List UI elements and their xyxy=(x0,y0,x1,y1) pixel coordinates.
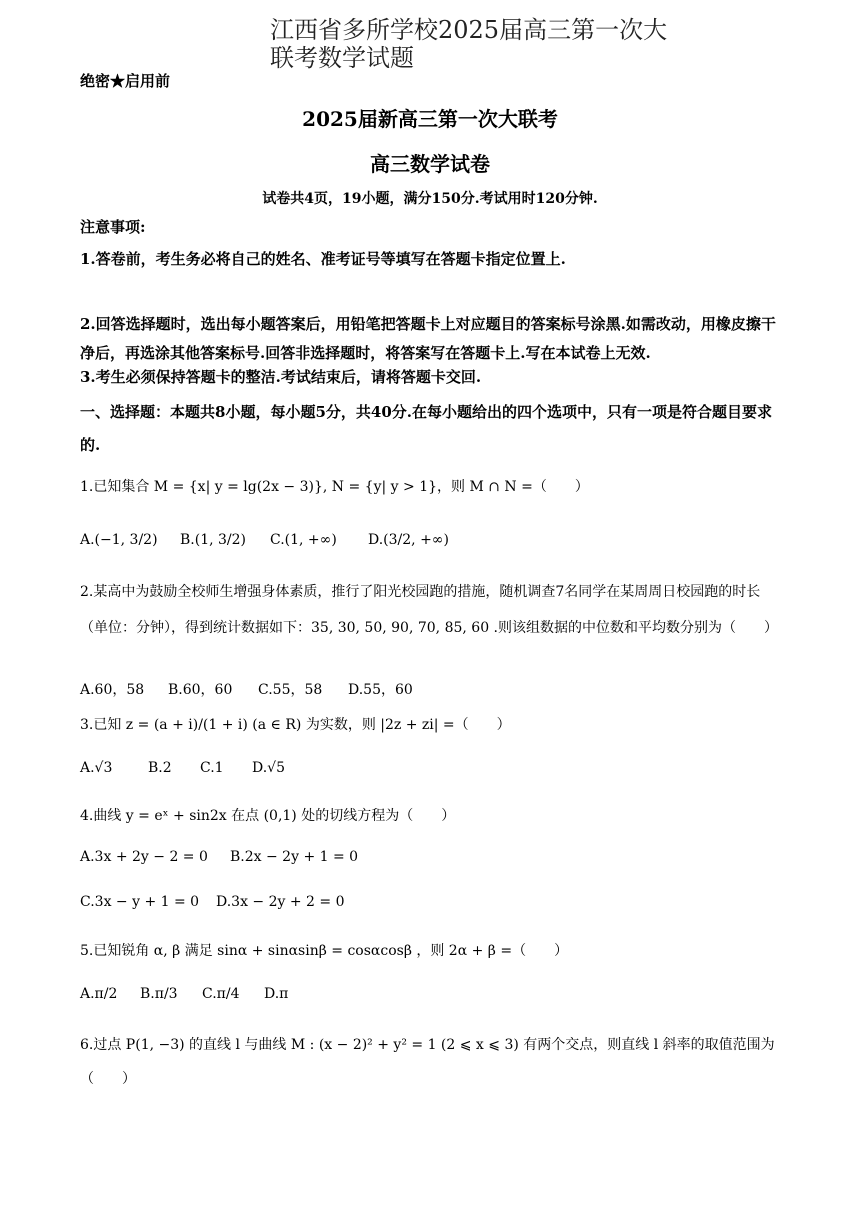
question-4-option-d: D.3x − 2y + 2 = 0 xyxy=(216,894,345,910)
notice-item: 3.考生必须保持答题卡的整洁.考试结束后，请将答题卡交回. xyxy=(80,368,482,386)
document-title: 江西省多所学校2025届高三第一次大联考数学试题 xyxy=(270,16,668,72)
question-5-option-c: C.π/4 xyxy=(202,986,240,1002)
question-2-option-d: D.55，60 xyxy=(348,682,413,698)
question-1-option-a: A.(−1, 3/2) xyxy=(80,532,158,548)
question-1-option-c: C.(1, +∞) xyxy=(270,532,337,548)
question-1-option-b: B.(1, 3/2) xyxy=(180,532,247,548)
question-3-option-b: B.2 xyxy=(148,760,172,776)
question-1-option-d: D.(3/2, +∞) xyxy=(368,532,449,548)
question-2-option-c: C.55，58 xyxy=(258,682,323,698)
question-3-option-d: D.√5 xyxy=(252,760,286,776)
notice-item: 1.答卷前，考生务必将自己的姓名、准考证号等填写在答题卡指定位置上. xyxy=(80,250,566,268)
exam-title: 2025届新高三第一次大联考 xyxy=(302,107,558,131)
question-5-option-a: A.π/2 xyxy=(80,986,118,1002)
notice-heading: 注意事项: xyxy=(80,218,146,236)
question-3-option-a: A.√3 xyxy=(80,760,113,776)
question-4-option-c: C.3x − y + 1 = 0 xyxy=(80,894,200,910)
notice-item: 2.回答选择题时，选出每小题答案后，用铅笔把答题卡上对应题目的答案标号涂黑.如需改动，用橡皮擦干净后，再选涂其他答案标号.回答非选择题时，将答案写在答题卡上.写在本试卷上无效. xyxy=(80,315,776,362)
question-4-stem: 4.曲线 y = eˣ + sin2x 在点 (0,1) 处的切线方程为（ ） xyxy=(80,808,456,824)
secret-label: 绝密★启用前 xyxy=(80,72,171,90)
section-heading: 一、选择题：本题共8小题，每小题5分，共40分.在每小题给出的四个选项中，只有一项是符合题目要求的. xyxy=(80,403,772,454)
question-5-option-b: B.π/3 xyxy=(140,986,178,1002)
question-3-option-c: C.1 xyxy=(200,760,224,776)
question-2-option-a: A.60，58 xyxy=(80,682,145,698)
question-1-stem: 1.已知集合 M = {x| y = lg(2x − 3)}, N = {y| y > 1}，则 M ∩ N =（ ） xyxy=(80,479,589,495)
question-2-option-b: B.60，60 xyxy=(168,682,233,698)
question-5-option-d: D.π xyxy=(264,986,289,1002)
question-3-stem: 3.已知 z = (a + i)/(1 + i) (a ∈ R) 为实数，则 |2z + zi| =（ ） xyxy=(80,717,511,733)
question-2-stem: 2.某高中为鼓励全校师生增强身体素质，推行了阳光校园跑的措施，随机调查7名同学在某周周日校园跑的时长（单位：分钟），得到统计数据如下：35, 30, 50, 90, 70, 85, 60 .则该组数据的中位数和平均数分别为（ ） xyxy=(80,584,779,636)
question-5-stem: 5.已知锐角 α, β 满足 sinα + sinαsinβ = cosαcosβ ，则 2α + β =（ ） xyxy=(80,943,569,959)
question-4-option-b: B.2x − 2y + 1 = 0 xyxy=(230,849,359,865)
exam-subtitle: 高三数学试卷 xyxy=(370,152,490,176)
question-6-stem: 6.过点 P(1, −3) 的直线 l 与曲线 M : (x − 2)² + y² = 1 (2 ⩽ x ⩽ 3) 有两个交点，则直线 l 斜率的取值范围为（ ） xyxy=(80,1037,775,1087)
exam-info: 试卷共4页，19小题，满分150分.考试用时120分钟. xyxy=(262,191,598,207)
question-4-option-a: A.3x + 2y − 2 = 0 xyxy=(80,849,208,865)
